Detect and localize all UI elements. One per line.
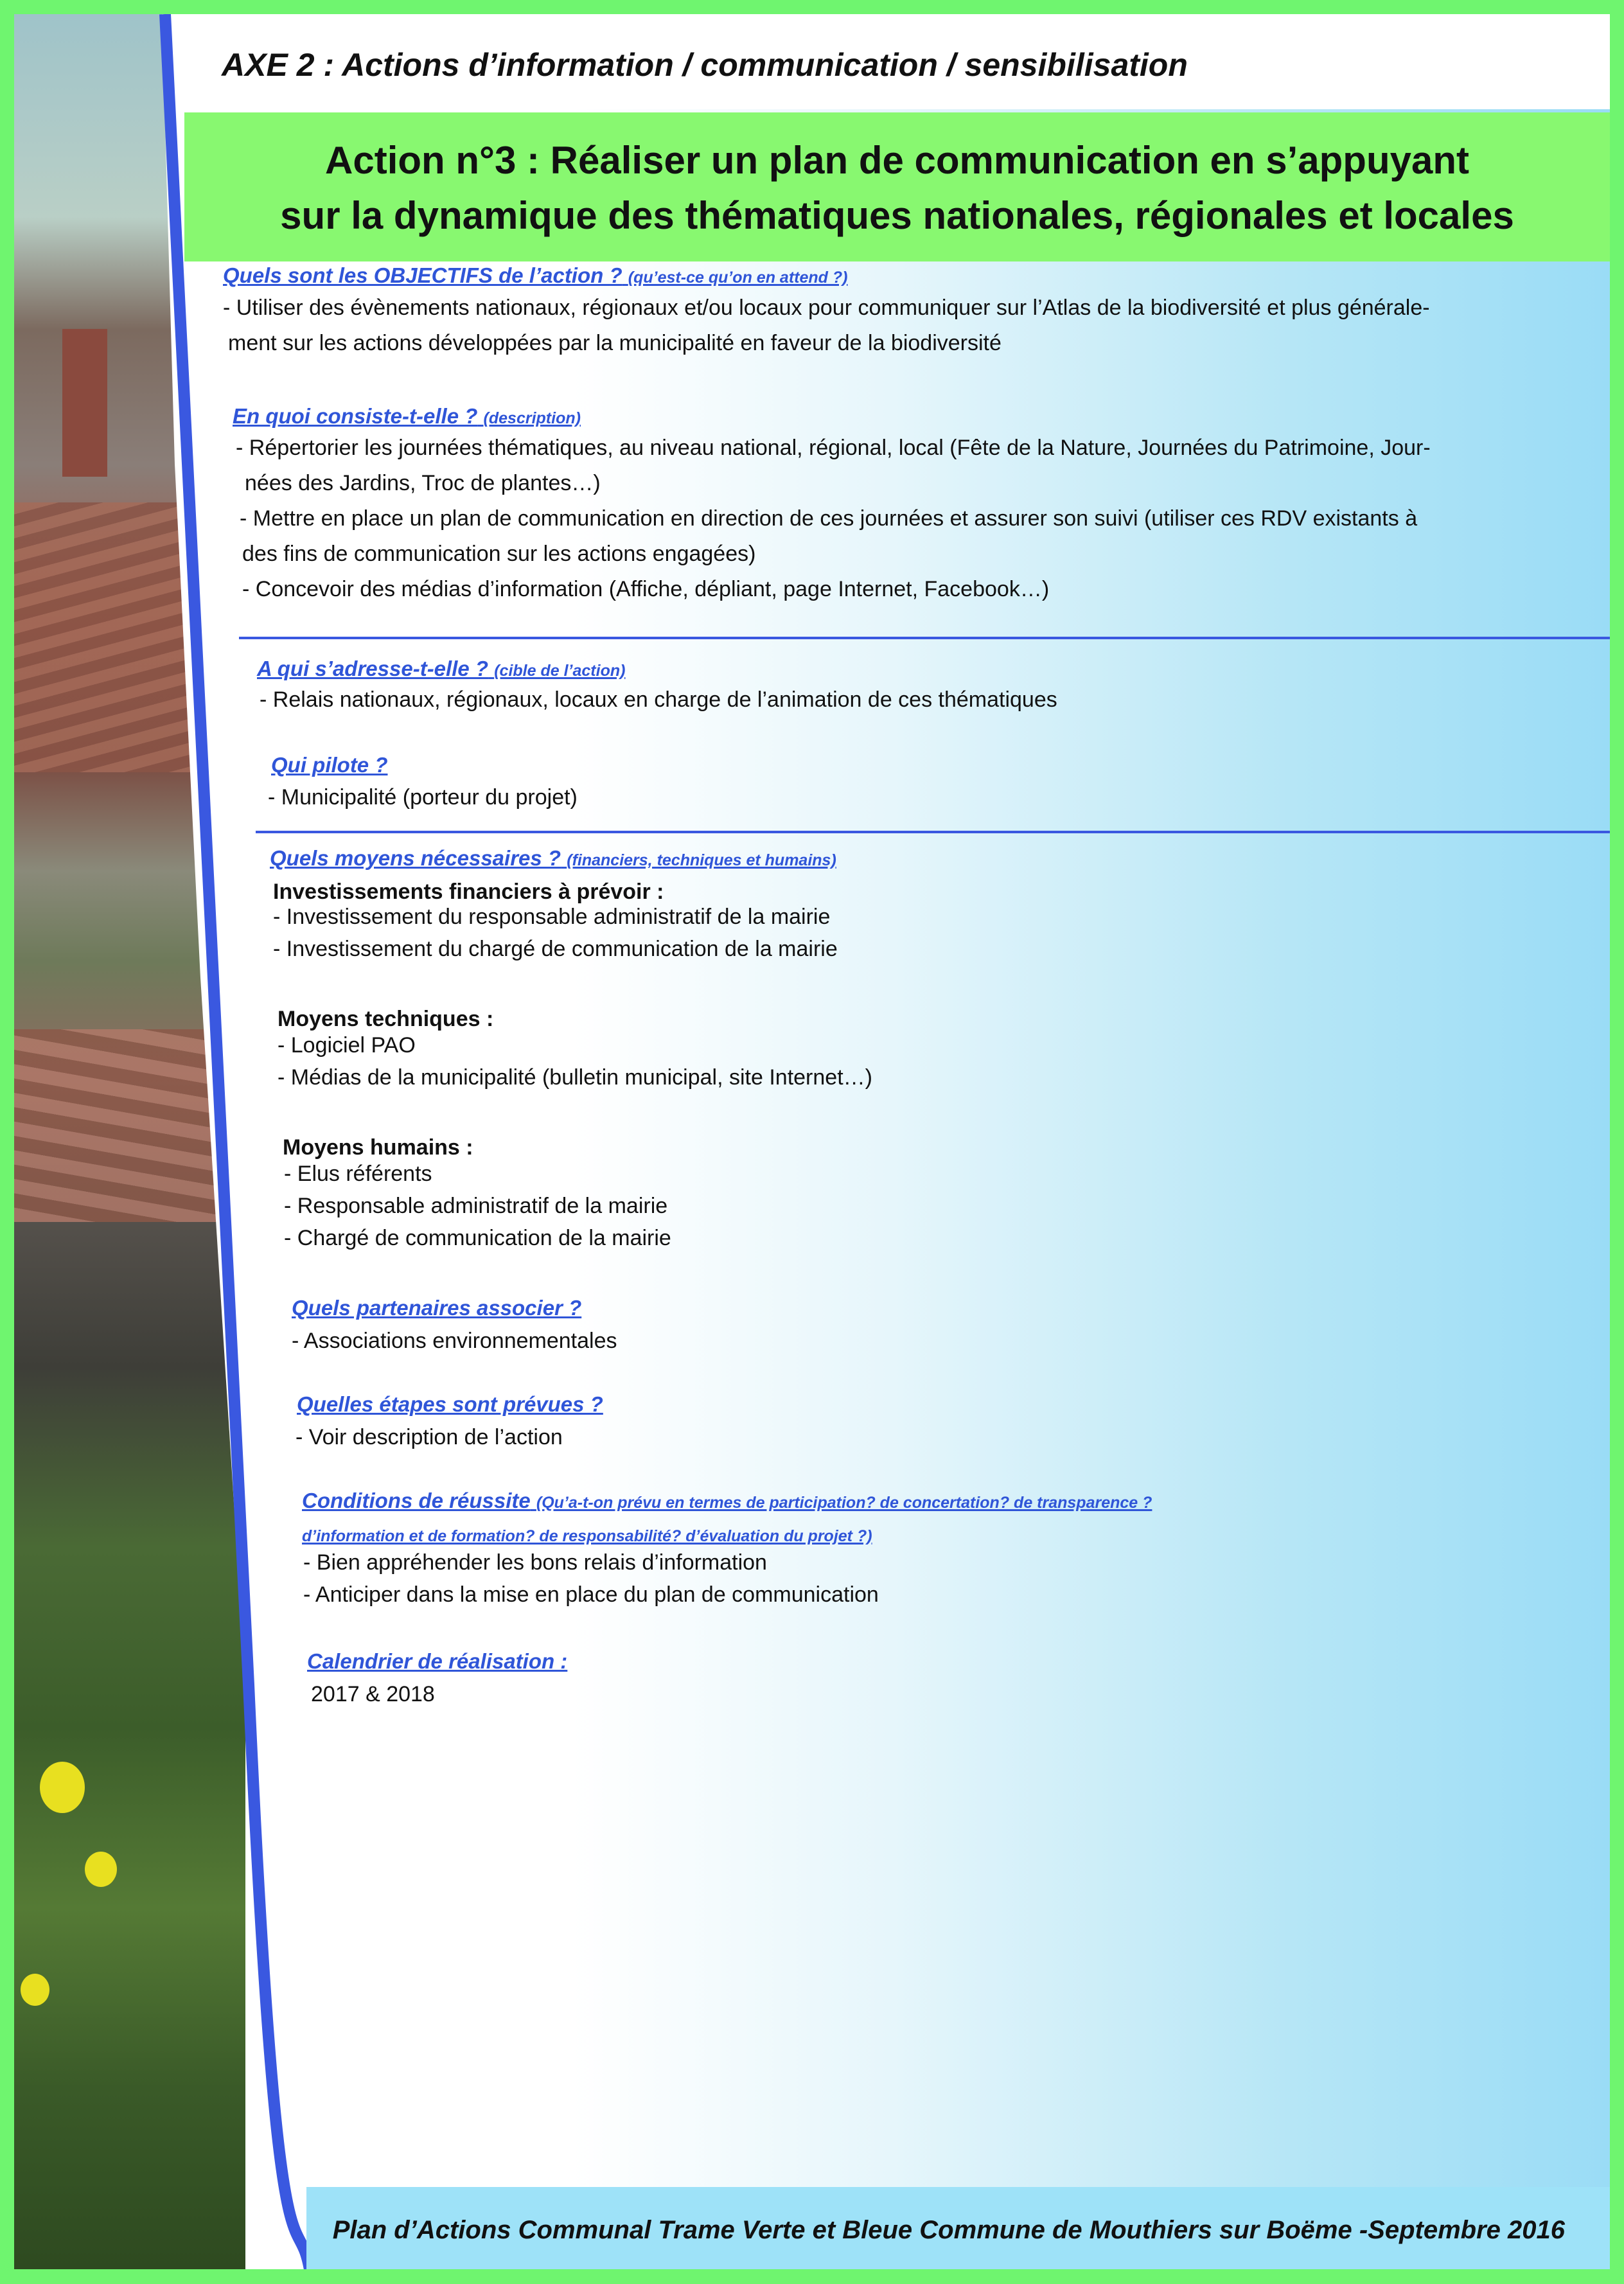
etapes-heading: Quelles étapes sont prévues ? [297, 1392, 603, 1416]
etapes-text: - Voir description de l’action [296, 1425, 563, 1449]
humains-item: - Responsable administratif de la mairie [284, 1194, 668, 1218]
techniques-item: - Médias de la municipalité (bulletin municipal, site Internet…) [278, 1065, 872, 1090]
objectifs-hint: (qu’est-ce qu’on en attend ?) [628, 269, 848, 287]
calendrier-text: 2017 & 2018 [311, 1682, 435, 1706]
pilote-text: - Municipalité (porteur du projet) [268, 785, 578, 810]
financiers-list [273, 901, 838, 965]
conditions-line: - Bien appréhender les bons relais d’information [303, 1550, 767, 1575]
partenaires-text: - Associations environnementales [292, 1329, 617, 1353]
cible-hint: (cible de l’action) [494, 662, 626, 680]
financiers-title: Investissements financiers à prévoir : [273, 880, 664, 904]
cible-heading: A qui s’adresse-t-elle ? (cible de l’action) [257, 657, 626, 680]
page-frame [14, 14, 1610, 2269]
description-heading: En quoi consiste-t-elle ? (description) [233, 404, 581, 428]
action-title [184, 133, 1610, 243]
yellow-flower [85, 1852, 117, 1887]
yellow-flower [21, 1974, 49, 2006]
humains-item: - Chargé de communication de la mairie [284, 1226, 671, 1250]
moyens-hint: (financiers, techniques et humains) [567, 851, 836, 869]
techniques-list [278, 1029, 872, 1093]
objectifs-text [223, 290, 1430, 361]
yellow-flower [40, 1762, 85, 1813]
conditions-text [303, 1546, 879, 1611]
description-line: des fins de communication sur les actions engagées) [242, 542, 756, 566]
action-title-line2: sur la dynamique des thématiques nationales, régionales et locales [280, 194, 1514, 237]
description-text [236, 430, 1431, 607]
section-divider [256, 831, 1610, 833]
techniques-title: Moyens techniques : [278, 1007, 494, 1031]
conditions-hint-line2: d’information et de formation? de responsabilité? d’évaluation du projet ?) [302, 1527, 872, 1545]
axe-title: AXE 2 : Actions d’information / communication / sensibilisation [222, 47, 1188, 83]
section-divider [239, 637, 1610, 639]
objectifs-line: - Utiliser des évènements nationaux, régionaux et/ou locaux pour communiquer sur l’Atlas de la biodiversité et plus générale- [223, 296, 1430, 320]
cible-text: - Relais nationaux, régionaux, locaux en charge de l’animation de ces thématiques [260, 687, 1057, 712]
objectifs-heading: Quels sont les OBJECTIFS de l’action ? (qu’est-ce qu’on en attend ?) [223, 263, 848, 287]
humains-title: Moyens humains : [283, 1135, 473, 1160]
conditions-line: - Anticiper dans la mise en place du plan de communication [303, 1582, 879, 1607]
techniques-item: - Logiciel PAO [278, 1033, 416, 1058]
financiers-item: - Investissement du responsable administratif de la mairie [273, 905, 831, 929]
description-line: nées des Jardins, Troc de plantes…) [245, 471, 601, 495]
description-line: - Répertorier les journées thématiques, au niveau national, régional, local (Fête de la Nature, Journées du Patrimoine, Jour- [236, 436, 1431, 460]
moyens-heading: Quels moyens nécessaires ? (financiers, techniques et humains) [270, 846, 836, 870]
financiers-item: - Investissement du chargé de communication de la mairie [273, 937, 838, 961]
chimney [62, 329, 107, 477]
pilote-heading: Qui pilote ? [271, 753, 388, 777]
description-line: - Mettre en place un plan de communication en direction de ces journées et assurer son suivi (utiliser ces RDV existants à [240, 506, 1418, 531]
action-title-line1: Action n°3 : Réaliser un plan de communication en s’appuyant [325, 139, 1469, 182]
conditions-hint: (Qu’a-t-on prévu en termes de participation? de concertation? de transparence ? [536, 1494, 1152, 1512]
description-line: - Concevoir des médias d’information (Affiche, dépliant, page Internet, Facebook…) [242, 577, 1050, 601]
description-hint: (description) [483, 409, 581, 427]
calendrier-heading: Calendrier de réalisation : [307, 1649, 568, 1673]
objectifs-line: ment sur les actions développées par la municipalité en faveur de la biodiversité [228, 331, 1002, 355]
partenaires-heading: Quels partenaires associer ? [292, 1296, 582, 1320]
conditions-heading: Conditions de réussite (Qu’a-t-on prévu en termes de participation? de concertation? de transparence ? [302, 1489, 1152, 1512]
humains-list [284, 1158, 671, 1254]
footer-text: Plan d’Actions Communal Trame Verte et Bleue Commune de Mouthiers sur Boëme -Septembre 2016 [332, 2216, 1565, 2244]
humains-item: - Elus référents [284, 1162, 432, 1186]
